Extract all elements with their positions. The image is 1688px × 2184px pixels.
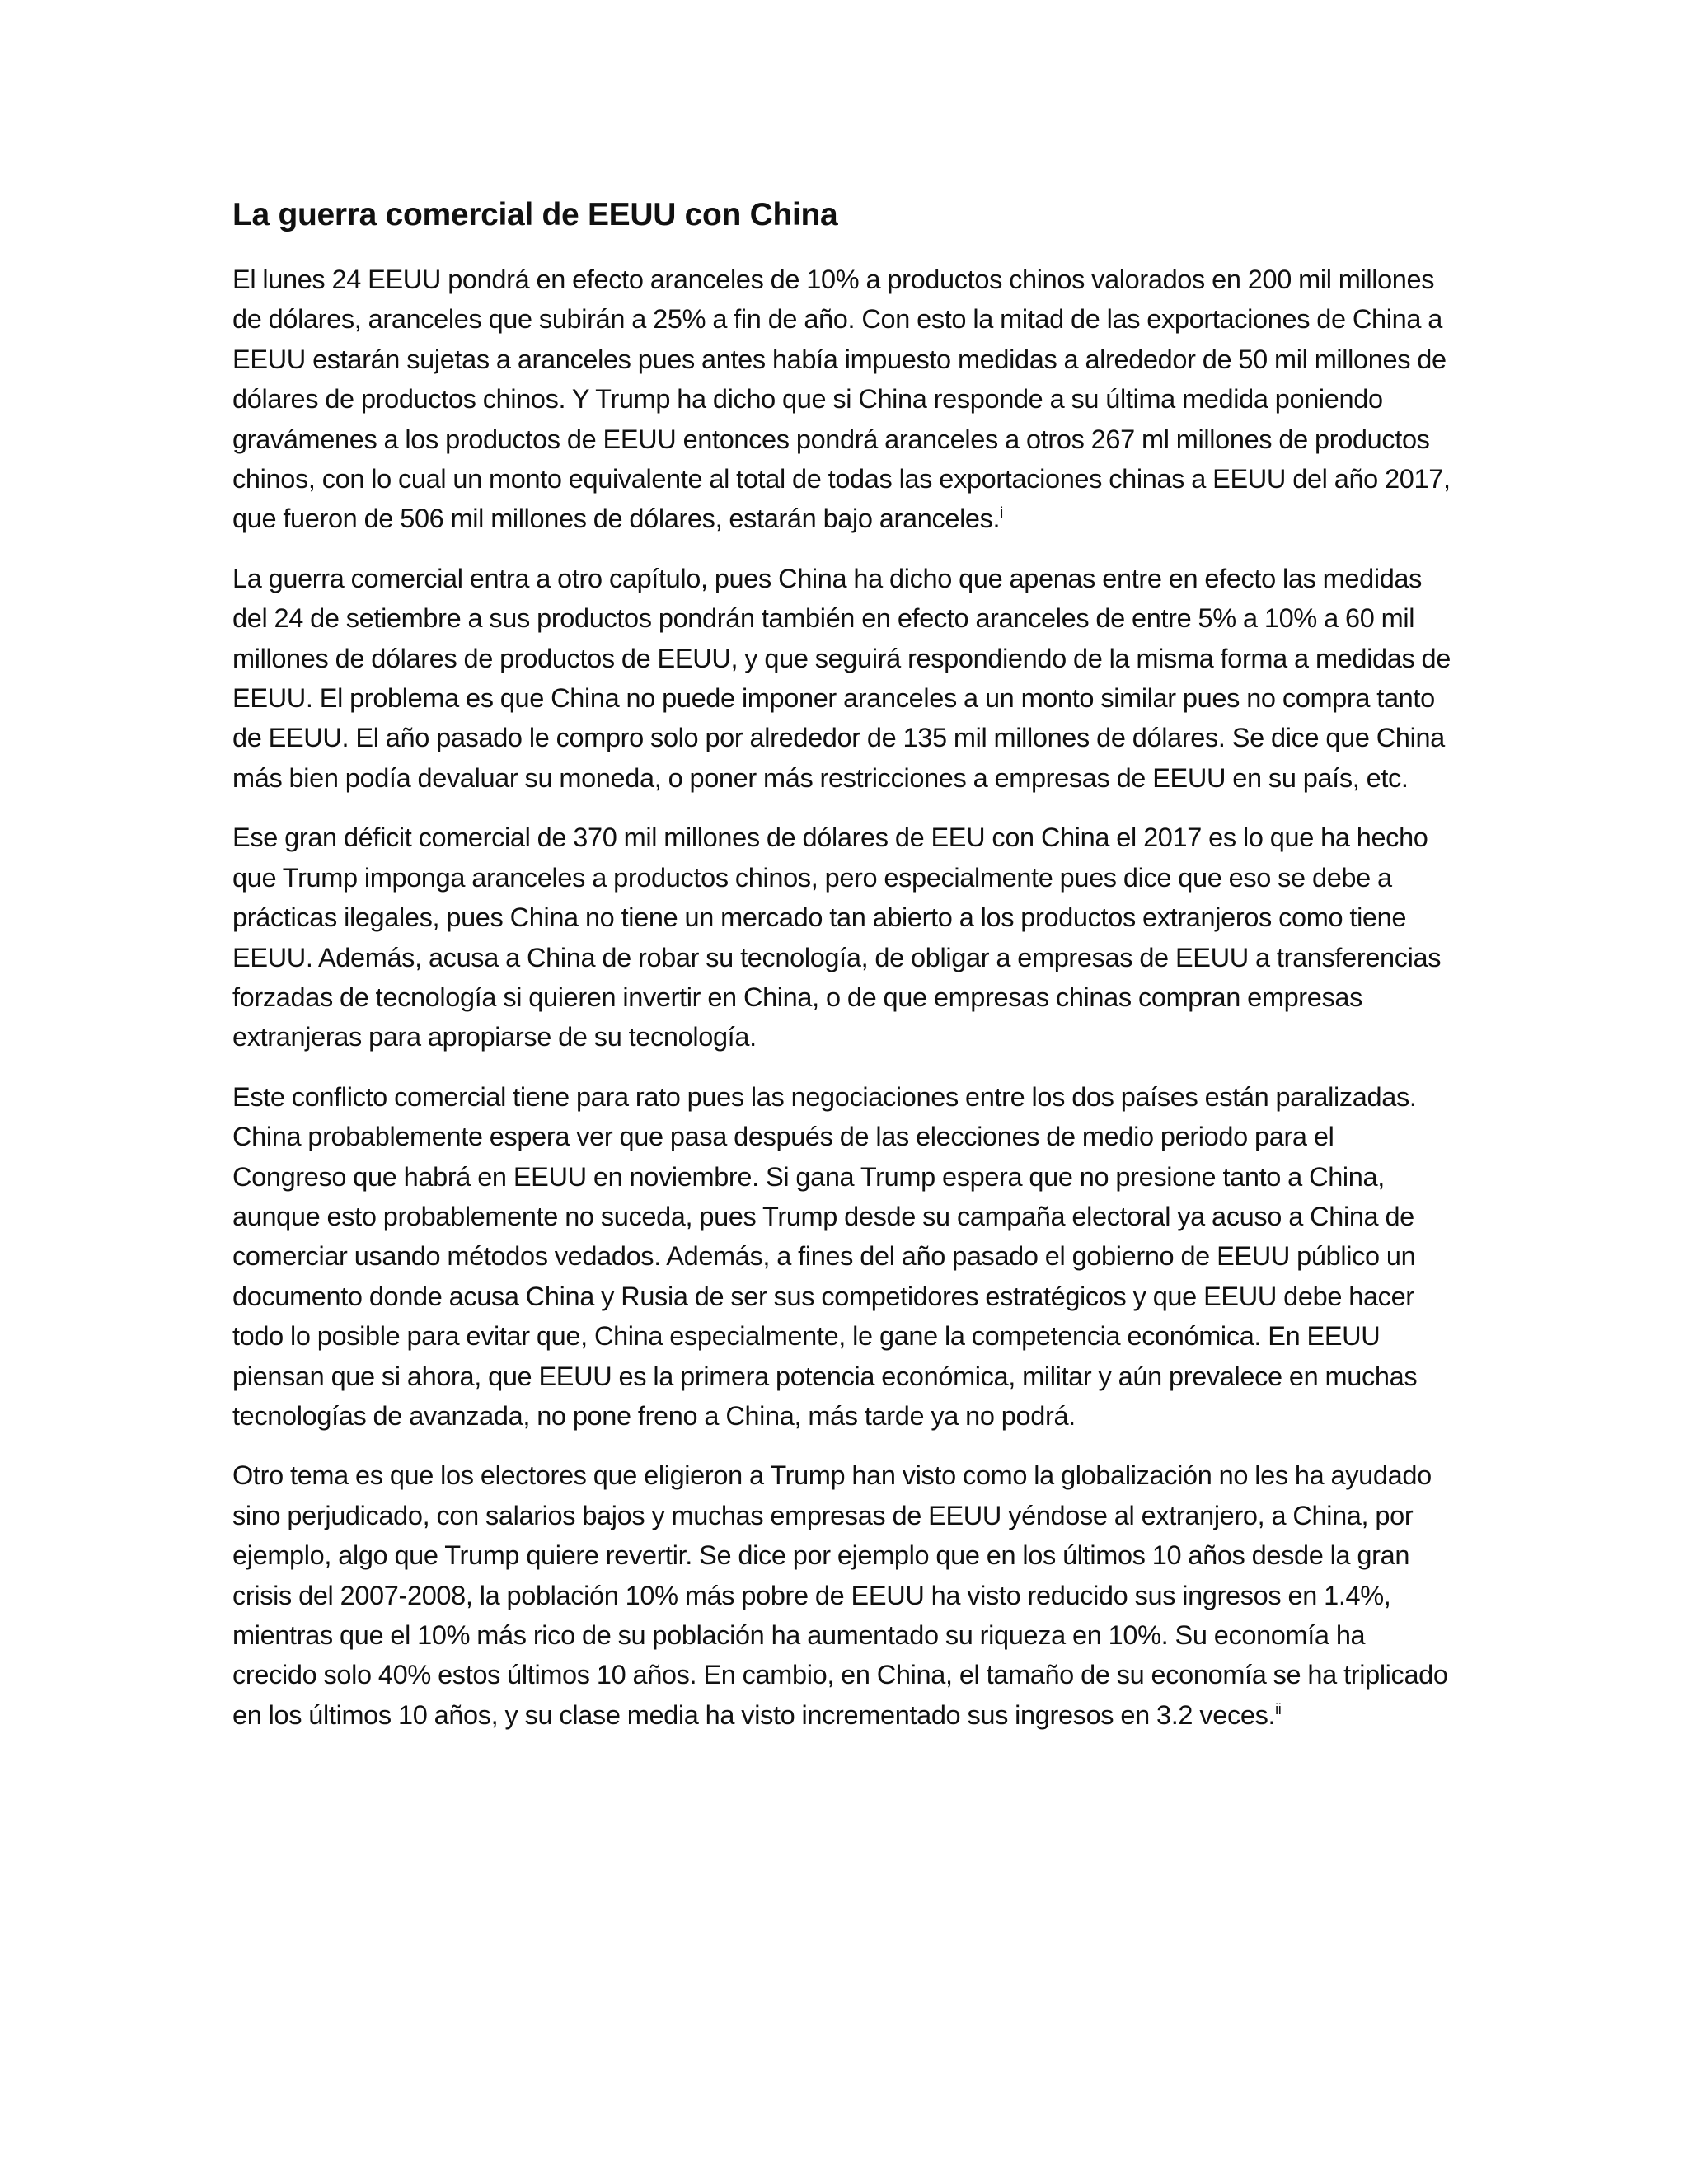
article-body [232,192,1452,1755]
paragraph-3 [232,818,1452,1057]
endnote-marker-1[interactable]: i [1000,504,1003,522]
paragraph-3-text: Ese gran déficit comercial de 370 mil millones de dólares de EEU con China el 2017 es lo que ha hecho que Trump imponga aranceles a productos chinos, pero especialmente pues dice que eso se debe a prácticas ilegales, pues China no tiene un mercado tan abierto a los productos extranjeros como tiene EEUU. Además, acusa a China de robar su tecnología, de obligar a empresas de EEUU a transferencias forzadas de tecnología si quieren invertir en China, o de que empresas chinas compran empresas extranjeras para apropiarse de su tecnología. [232,823,1442,1052]
paragraph-2-text: La guerra comercial entra a otro capítulo, pues China ha dicho que apenas entre en efecto las medidas del 24 de setiembre a sus productos pondrán también en efecto aranceles de entre 5% a 10% a 60 mil millones de dólares de productos de EEUU, y que seguirá respondiendo de la misma forma a medidas de EEUU. El problema es que China no puede imponer aranceles a un monto similar pues no compra tanto de EEUU. El año pasado le compro solo por alrededor de 135 mil millones de dólares. Se dice que China más bien podía devaluar su moneda, o poner más restricciones a empresas de EEUU en su país, etc. [232,563,1451,793]
paragraph-2 [232,559,1452,798]
paragraph-4-text: Este conflicto comercial tiene para rato pues las negociaciones entre los dos países están paralizadas. China probablemente espera ver que pasa después de las elecciones de medio periodo para el Congreso que habrá en EEUU en noviembre. Si gana Trump espera que no presione tanto a China, aunque esto probablemente no suceda, pues Trump desde su campaña electoral ya acuso a China de comerciar usando métodos vedados. Además, a fines del año pasado el gobierno de EEUU público un documento donde acusa China y Rusia de ser sus competidores estratégicos y que EEUU debe hacer todo lo posible para evitar que, China especialmente, le gane la competencia económica. En EEUU piensan que si ahora, que EEUU es la primera potencia económica, militar y aún prevalece en muchas tecnologías de avanzada, no pone freno a China, más tarde ya no podrá. [232,1081,1418,1431]
paragraph-5-text: Otro tema es que los electores que eligieron a Trump han visto como la globalización no les ha ayudado sino perjudicado, con salarios bajos y muchas empresas de EEUU yéndose al extranjero, a China, por ejemplo, algo que Trump quiere revertir. Se dice por ejemplo que en los últimos 10 años desde la gran crisis del 2007-2008, la población 10% más pobre de EEUU ha visto reducido sus ingresos en 1.4%, mientras que el 10% más rico de su población ha aumentado su riqueza en 10%. Su economía ha crecido solo 40% estos últimos 10 años. En cambio, en China, el tamaño de su economía se ha triplicado en los últimos 10 años, y su clase media ha visto incrementado sus ingresos en 3.2 veces. [232,1460,1448,1730]
paragraph-1-text: El lunes 24 EEUU pondrá en efecto aranceles de 10% a productos chinos valorados en 200 mil millones de dólares, aranceles que subirán a 25% a fin de año. Con esto la mitad de las exportaciones de China a EEUU estarán sujetas a aranceles pues antes había impuesto medidas a alrededor de 50 mil millones de dólares de productos chinos. Y Trump ha dicho que si China responde a su última medida poniendo gravámenes a los productos de EEUU entonces pondrá aranceles a otros 267 ml millones de productos chinos, con lo cual un monto equivalente al total de todas las exportaciones chinas a EEUU del año 2017, que fueron de 506 mil millones de dólares, estarán bajo aranceles. [232,265,1451,534]
paragraph-1 [232,260,1452,539]
endnote-marker-2[interactable]: ii [1275,1700,1282,1718]
paragraph-4 [232,1077,1452,1436]
paragraph-5 [232,1455,1452,1735]
article-title: La guerra comercial de EEUU con China [232,197,838,232]
